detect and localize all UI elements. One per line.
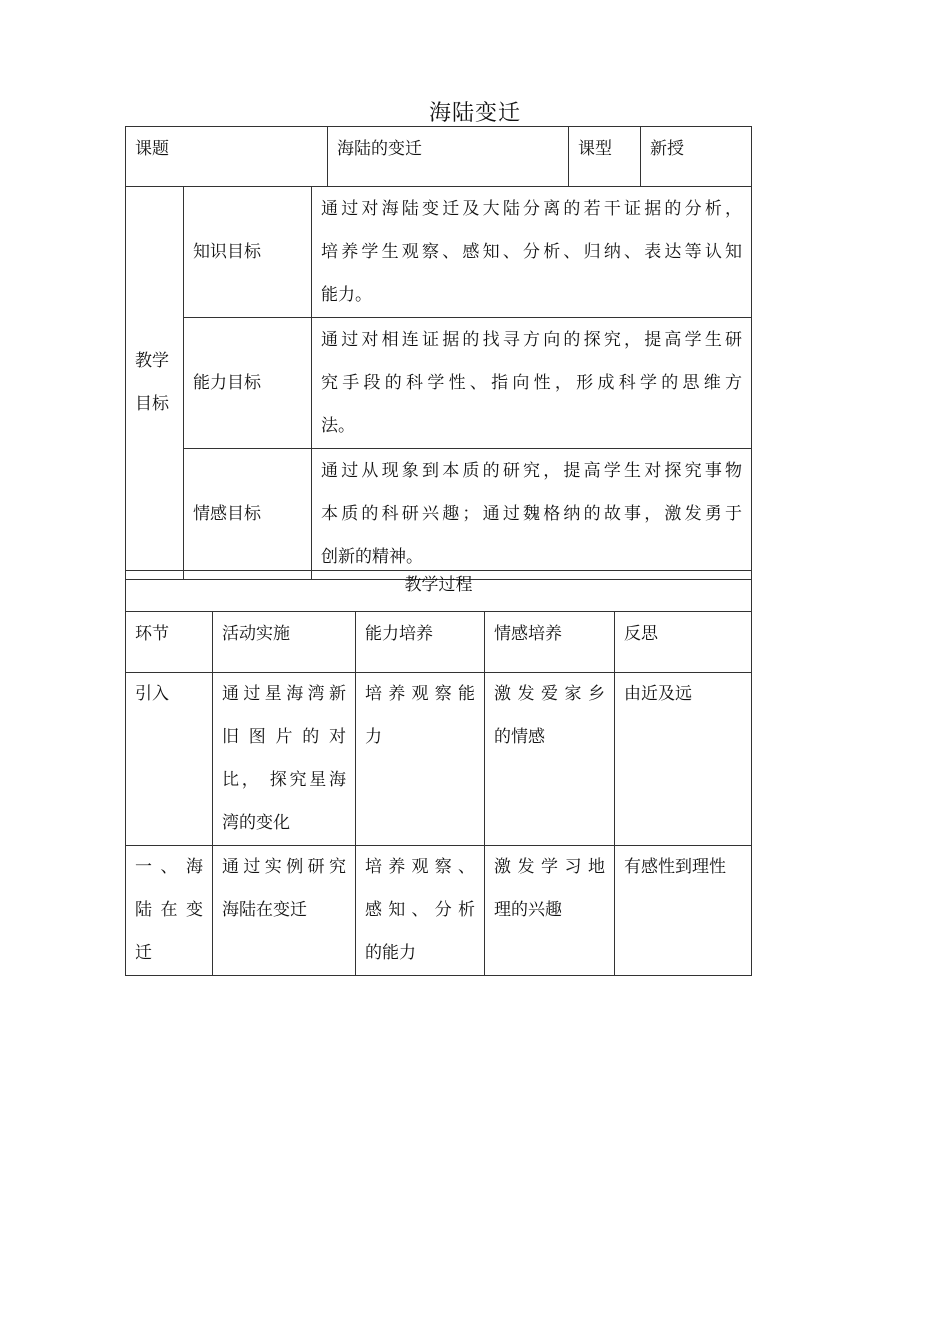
text-line: 通过对相连证据的找寻方向的探究，提高学生研: [321, 330, 743, 350]
text-line: 感知、分析: [365, 900, 475, 920]
text-line: 陆在变: [135, 900, 203, 920]
objective-label-ability: 能力目标: [184, 318, 312, 449]
process-header-row: [126, 612, 752, 673]
text-line: 激发学习地: [494, 857, 605, 877]
text-line: 能力。: [321, 285, 372, 305]
header-reflection: 反思: [615, 612, 752, 673]
header-ability: 能力培养: [356, 612, 485, 673]
text-line: 湾的变化: [222, 813, 290, 833]
text-line: 由近及远: [624, 684, 692, 704]
process-title: 教学过程: [126, 571, 752, 612]
text-line: 有感性到理性: [624, 857, 726, 877]
type-value: 新授: [641, 127, 752, 187]
objective-text-ability: [312, 318, 752, 449]
text-line: 培养学生观察、感知、分析、归纳、表达等认知: [321, 242, 743, 262]
activity-cell: [213, 673, 356, 846]
text-line: 通过星海湾新: [222, 684, 346, 704]
text-line: 比， 探究星海: [222, 770, 346, 790]
reflection-cell: [615, 846, 752, 976]
text-line: 通过从现象到本质的研究，提高学生对探究事物: [321, 461, 743, 481]
text-line: 法。: [321, 416, 355, 436]
objectives-group-label-line: 目标: [135, 394, 169, 414]
stage-cell: [126, 846, 213, 976]
emotion-cell: [485, 846, 615, 976]
objectives-group-label-line: 教学: [135, 351, 169, 371]
document-title: 海陆变迁: [428, 101, 521, 126]
lesson-info-table: [125, 126, 752, 580]
objective-text-knowledge: [312, 187, 752, 318]
text-line: 力: [365, 727, 382, 747]
text-line: 通过实例研究: [222, 857, 346, 877]
objective-row-knowledge: [126, 187, 752, 318]
emotion-cell: [485, 673, 615, 846]
objective-row-emotion: [126, 449, 752, 580]
text-line: 创新的精神。: [321, 547, 423, 567]
topic-label: 课题: [126, 127, 328, 187]
reflection-cell: [615, 673, 752, 846]
objective-text-emotion: [312, 449, 752, 580]
text-line: 旧图片的对: [222, 727, 346, 747]
header-activity: 活动实施: [213, 612, 356, 673]
lesson-info-row: [126, 127, 752, 187]
text-line: 培养观察能: [365, 684, 475, 704]
header-stage: 环节: [126, 612, 213, 673]
ability-cell: [356, 673, 485, 846]
text-line: 通过对海陆变迁及大陆分离的若干证据的分析，: [321, 199, 743, 219]
text-line: 的情感: [494, 727, 545, 747]
ability-cell: [356, 846, 485, 976]
text-line: 究手段的科学性、指向性，形成科学的思维方: [321, 373, 743, 393]
text-line: 一、海: [135, 857, 203, 877]
objective-label-knowledge: 知识目标: [184, 187, 312, 318]
activity-cell: [213, 846, 356, 976]
process-title-row: [126, 571, 752, 612]
text-line: 激发爱家乡: [494, 684, 605, 704]
objective-row-ability: [126, 318, 752, 449]
process-row-intro: [126, 673, 752, 846]
objectives-group-label: [126, 187, 184, 580]
type-label: 课型: [569, 127, 641, 187]
topic-value: 海陆的变迁: [328, 127, 569, 187]
objective-label-emotion: 情感目标: [184, 449, 312, 580]
header-emotion: 情感培养: [485, 612, 615, 673]
text-line: 迁: [135, 943, 152, 963]
stage-cell: [126, 673, 213, 846]
text-line: 的能力: [365, 943, 416, 963]
teaching-process-table: [125, 570, 752, 976]
text-line: 培养观察、: [365, 857, 475, 877]
text-line: 引入: [135, 684, 169, 704]
process-row-section-1: [126, 846, 752, 976]
text-line: 本质的科研兴趣；通过魏格纳的故事，激发勇于: [321, 504, 743, 524]
text-line: 海陆在变迁: [222, 900, 307, 920]
text-line: 理的兴趣: [494, 900, 562, 920]
